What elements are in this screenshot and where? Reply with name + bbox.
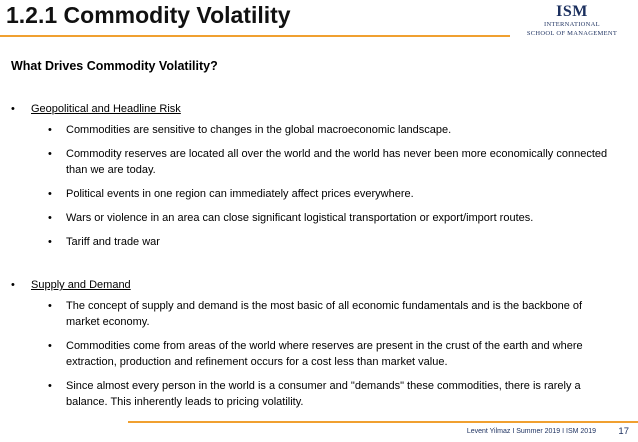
ism-logo [510, 3, 634, 38]
list-item [0, 234, 638, 250]
section-heading-geopolitical [0, 101, 638, 117]
title-underline-rule [0, 35, 510, 37]
list-item [0, 378, 638, 410]
section-heading-label: Supply and Demand [31, 279, 131, 291]
bullet-icon: • [48, 340, 52, 352]
bullet-icon: • [48, 236, 52, 248]
list-item-text: Tariff and trade war [66, 236, 160, 248]
list-item [0, 146, 638, 178]
list-item-text: Commodity reserves are located all over the world and the world has never been more economically connected than we are today. [66, 148, 608, 176]
footer-rule [128, 421, 638, 423]
list-item [0, 298, 638, 330]
list-item-text: Commodities come from areas of the world where reserves are present in the crust of the earth and where extraction, production and refinement occurs for a cost less than market value. [66, 340, 583, 368]
logo-line-1: INTERNATIONAL [544, 21, 600, 28]
list-item-text: Commodities are sensitive to changes in the global macroeconomic landscape. [66, 124, 452, 136]
logo-abbreviation: ISM [556, 3, 588, 20]
section-heading-supply-demand [0, 277, 638, 293]
slide-title: 1.2.1 Commodity Volatility [6, 2, 291, 28]
bullet-icon: • [48, 188, 52, 200]
slide-subtitle: What Drives Commodity Volatility? [11, 59, 218, 73]
bullet-icon: • [48, 212, 52, 224]
bullet-icon: • [48, 124, 52, 136]
bullet-icon: • [11, 279, 15, 291]
bullet-icon: • [48, 148, 52, 160]
list-item-text: Political events in one region can immediately affect prices everywhere. [66, 188, 414, 200]
page-number: 17 [618, 426, 629, 437]
list-item-text: The concept of supply and demand is the most basic of all economic fundamentals and is the backbone of market economy. [66, 300, 583, 328]
logo-line-2: SCHOOL OF MANAGEMENT [526, 30, 618, 37]
bullet-icon: • [48, 300, 52, 312]
list-item [0, 186, 638, 202]
list-item [0, 122, 638, 138]
list-item [0, 210, 638, 226]
bullet-icon: • [11, 103, 15, 115]
list-item-text: Wars or violence in an area can close significant logistical transportation or export/import routes. [66, 212, 534, 224]
section-spacer [0, 258, 638, 277]
list-item-text: Since almost every person in the world is a consumer and "demands" these commodities, there is rarely a balance. This inherently leads to pricing volatility. [66, 380, 581, 408]
slide-content [0, 101, 638, 418]
footer-credit: Levent Yilmaz I Summer 2019 I ISM 2019 [466, 428, 596, 435]
section-heading-label: Geopolitical and Headline Risk [31, 103, 181, 115]
bullet-icon: • [48, 380, 52, 392]
list-item [0, 338, 638, 370]
